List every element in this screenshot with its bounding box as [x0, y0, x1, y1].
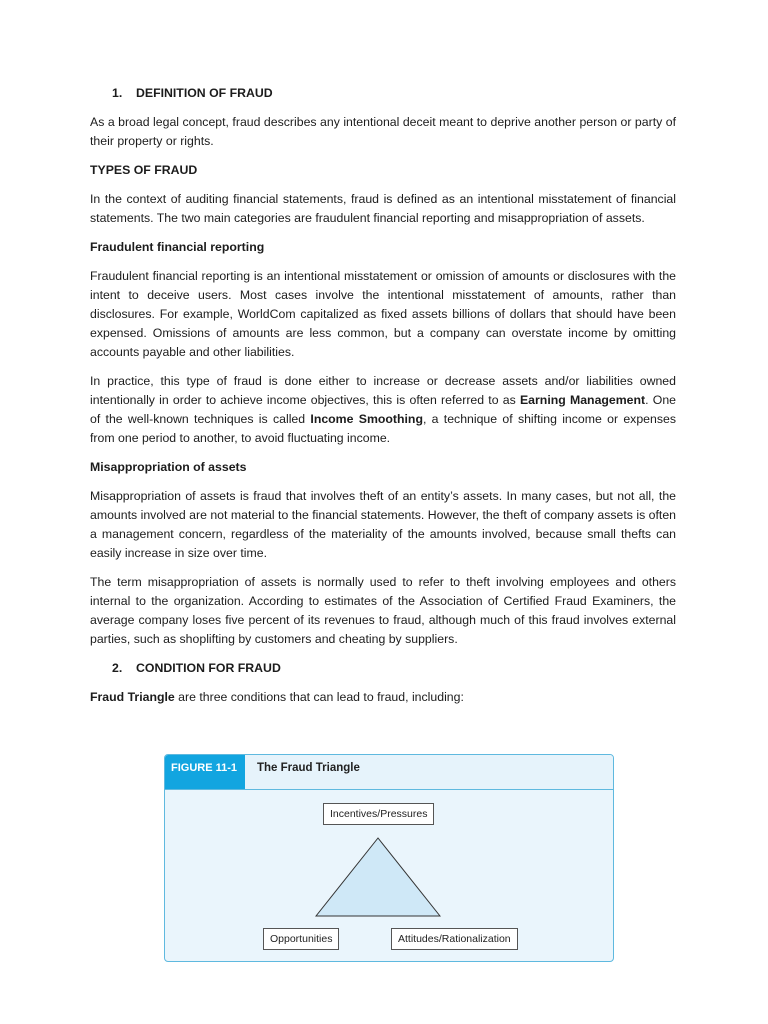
section-heading-condition: [90, 659, 676, 678]
figure-header: [165, 755, 613, 790]
heading-types-of-fraud: TYPES OF FRAUD: [90, 163, 198, 177]
section-number: 1.: [112, 86, 123, 100]
heading-fraudulent-reporting: Fraudulent financial reporting: [90, 240, 265, 254]
term-fraud-triangle: Fraud Triangle: [90, 690, 175, 704]
paragraph-practice: [90, 372, 676, 448]
incentives-pressures-box: Incentives/Pressures: [323, 803, 434, 825]
document-page: [90, 84, 676, 717]
paragraph-fraud-triangle: [90, 688, 676, 707]
paragraph-misappropriation-2: The term misappropriation of assets is normally used to refer to theft involving employees and others internal to the organization. According to estimates of the Association of Certified Fraud Examiners, the average company loses five percent of its revenues to fraud, although much of this fraud involves external parties, such as shoplifting by customers and cheating by suppliers.: [90, 575, 676, 646]
section-title: CONDITION FOR FRAUD: [136, 661, 281, 675]
figure-label: FIGURE 11-1: [165, 755, 245, 789]
heading-misappropriation: Misappropriation of assets: [90, 460, 247, 474]
section-number: 2.: [112, 661, 123, 675]
paragraph-fraudulent-reporting: Fraudulent financial reporting is an intentional misstatement or omission of amounts or disclosures with the intent to deceive users. Most cases involve the intentional misstatement of amounts, rather than disclosures. For example, WorldCom capitalized as fixed assets billions of dollars that should have been expensed. Omissions of amounts are less common, but a company can overstate income by omitting accounts payable and other liabilities.: [90, 269, 676, 359]
term-income-smoothing: Income Smoothing: [310, 412, 423, 426]
paragraph-types: In the context of auditing financial statements, fraud is defined as an intentional misstatement of financial statements. The two main categories are fraudulent financial reporting and misappropriation of assets.: [90, 192, 676, 225]
opportunities-box: Opportunities: [263, 928, 339, 950]
practice-text-1: In practice, this type of fraud is done either to increase or decrease assets and/or liabilities owned intentionally in order to achieve income objectives, this is often referred to as: [90, 374, 676, 407]
practice-text-3: , a technique of shifting income or expenses from one period to another, to avoid fluctuating income.: [90, 412, 676, 445]
figure-title: The Fraud Triangle: [257, 762, 360, 774]
section-title: DEFINITION OF FRAUD: [136, 86, 273, 100]
triangle-shape: [315, 837, 441, 917]
term-earning-management: Earning Management: [519, 393, 646, 407]
paragraph-misappropriation-1: Misappropriation of assets is fraud that involves theft of an entity’s assets. In many cases, but not all, the amounts involved are not material to the financial statements. However, the theft of company assets is often a management concern, regardless of the materiality of the amounts involved, because small thefts can easily increase in size over time.: [90, 489, 676, 560]
fraud-triangle-figure: [164, 754, 614, 962]
paragraph-definition: As a broad legal concept, fraud describes any intentional deceit meant to deprive another person or party of their property or rights.: [90, 115, 676, 148]
attitudes-rationalization-box: Attitudes/Rationalization: [391, 928, 518, 950]
section-heading-definition: [90, 84, 676, 103]
fraud-triangle-text: are three conditions that can lead to fraud, including:: [174, 690, 464, 704]
practice-text-2: . One of the well-known techniques is called: [90, 393, 677, 426]
